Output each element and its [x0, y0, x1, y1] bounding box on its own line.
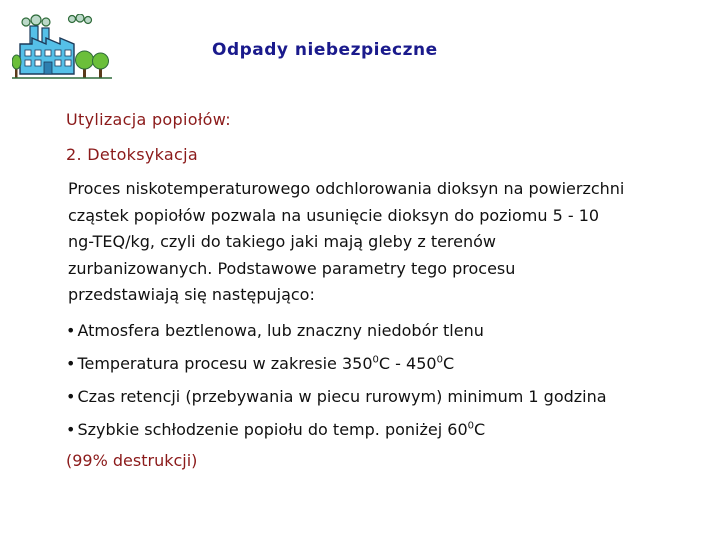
degree-sup: 0	[467, 420, 474, 432]
factory-icon	[12, 14, 114, 84]
list-item-text: Temperatura procesu w zakresie 350	[77, 353, 373, 373]
list-item-text: Szybkie schłodzenie popiołu do temp. poniżej 60	[77, 419, 468, 439]
list-item	[66, 418, 626, 441]
bullet-icon: •	[66, 320, 76, 340]
degree-sup: 0	[372, 354, 379, 366]
destruction-note: (99% destrukcji)	[66, 450, 198, 470]
bullet-icon: •	[66, 386, 76, 406]
list-item-text: C	[474, 419, 486, 439]
list-item-text: Czas retencji (przebywania w piecu rurowym) minimum 1 godzina	[77, 386, 607, 406]
page-title: Odpady niebezpieczne	[212, 40, 438, 60]
bullet-icon: •	[66, 419, 76, 439]
list-item-text: C - 450	[378, 353, 437, 373]
list-item-text: C	[442, 353, 455, 373]
list-item	[66, 385, 626, 408]
list-item-text: Atmosfera beztlenowa, lub znaczny niedobór tlenu	[77, 320, 484, 340]
list-item	[66, 319, 626, 342]
bullet-icon: •	[66, 353, 76, 373]
factory-logo	[12, 14, 114, 84]
description-paragraph: Proces niskotemperaturowego odchlorowania dioksyn na powierzchni cząstek popiołów pozwala na usunięcie dioksyn do poziomu 5 - 10 ng-TEQ/kg, czyli do takiego jaki mają gleby z terenów zurbanizowanych. Podstawowe parametry tego procesu przedstawiają się następująco:	[68, 179, 625, 304]
section-heading: Utylizacja popiołów:	[66, 110, 231, 129]
list-item	[66, 352, 626, 375]
subsection-heading: 2. Detoksykacja	[66, 145, 198, 164]
degree-sup: 0	[436, 354, 443, 366]
slide-content	[66, 108, 626, 472]
